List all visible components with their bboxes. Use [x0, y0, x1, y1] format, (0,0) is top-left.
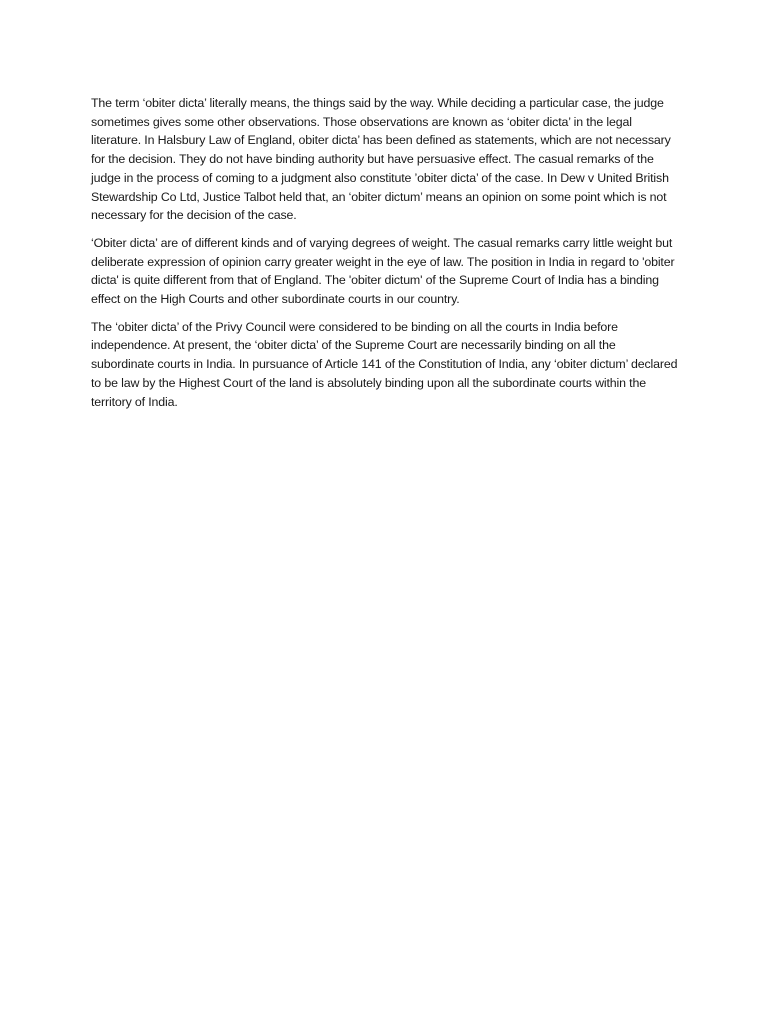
paragraph-1: The term ‘obiter dicta’ literally means, the things said by the way. While deciding a particular case, the judge sometimes gives some other observations. Those observations are known as ‘obiter dicta’ in the legal literature. In Halsbury Law of England, obiter dicta’ has been defined as statements, which are not necessary for the decision. They do not have binding authority but have persuasive effect. The casual remarks of the judge in the process of coming to a judgment also constitute ’obiter dicta’ of the case. In Dew v United British Stewardship Co Ltd, Justice Talbot held that, an ‘obiter dictum’ means an opinion on some point which is not necessary for the decision of the case.	[91, 96, 671, 223]
paragraph-3: The ‘obiter dicta’ of the Privy Council were considered to be binding on all the courts in India before independence. At present, the ‘obiter dicta’ of the Supreme Court are necessarily binding on all the subordinate courts in India. In pursuance of Article 141 of the Constitution of India, any ‘obiter dictum’ declared to be law by the Highest Court of the land is absolutely binding upon all the subordinate courts within the territory of India.	[91, 319, 678, 409]
paragraph-2: ‘Obiter dicta’ are of different kinds and of varying degrees of weight. The casual remarks carry little weight but deliberate expression of opinion carry greater weight in the eye of law. The position in India in regard to 'obiter dicta' is quite different from that of England. The 'obiter dictum' of the Supreme Court of India has a binding effect on the High Courts and other subordinate courts in our country.	[91, 235, 675, 307]
document-body	[91, 94, 681, 420]
